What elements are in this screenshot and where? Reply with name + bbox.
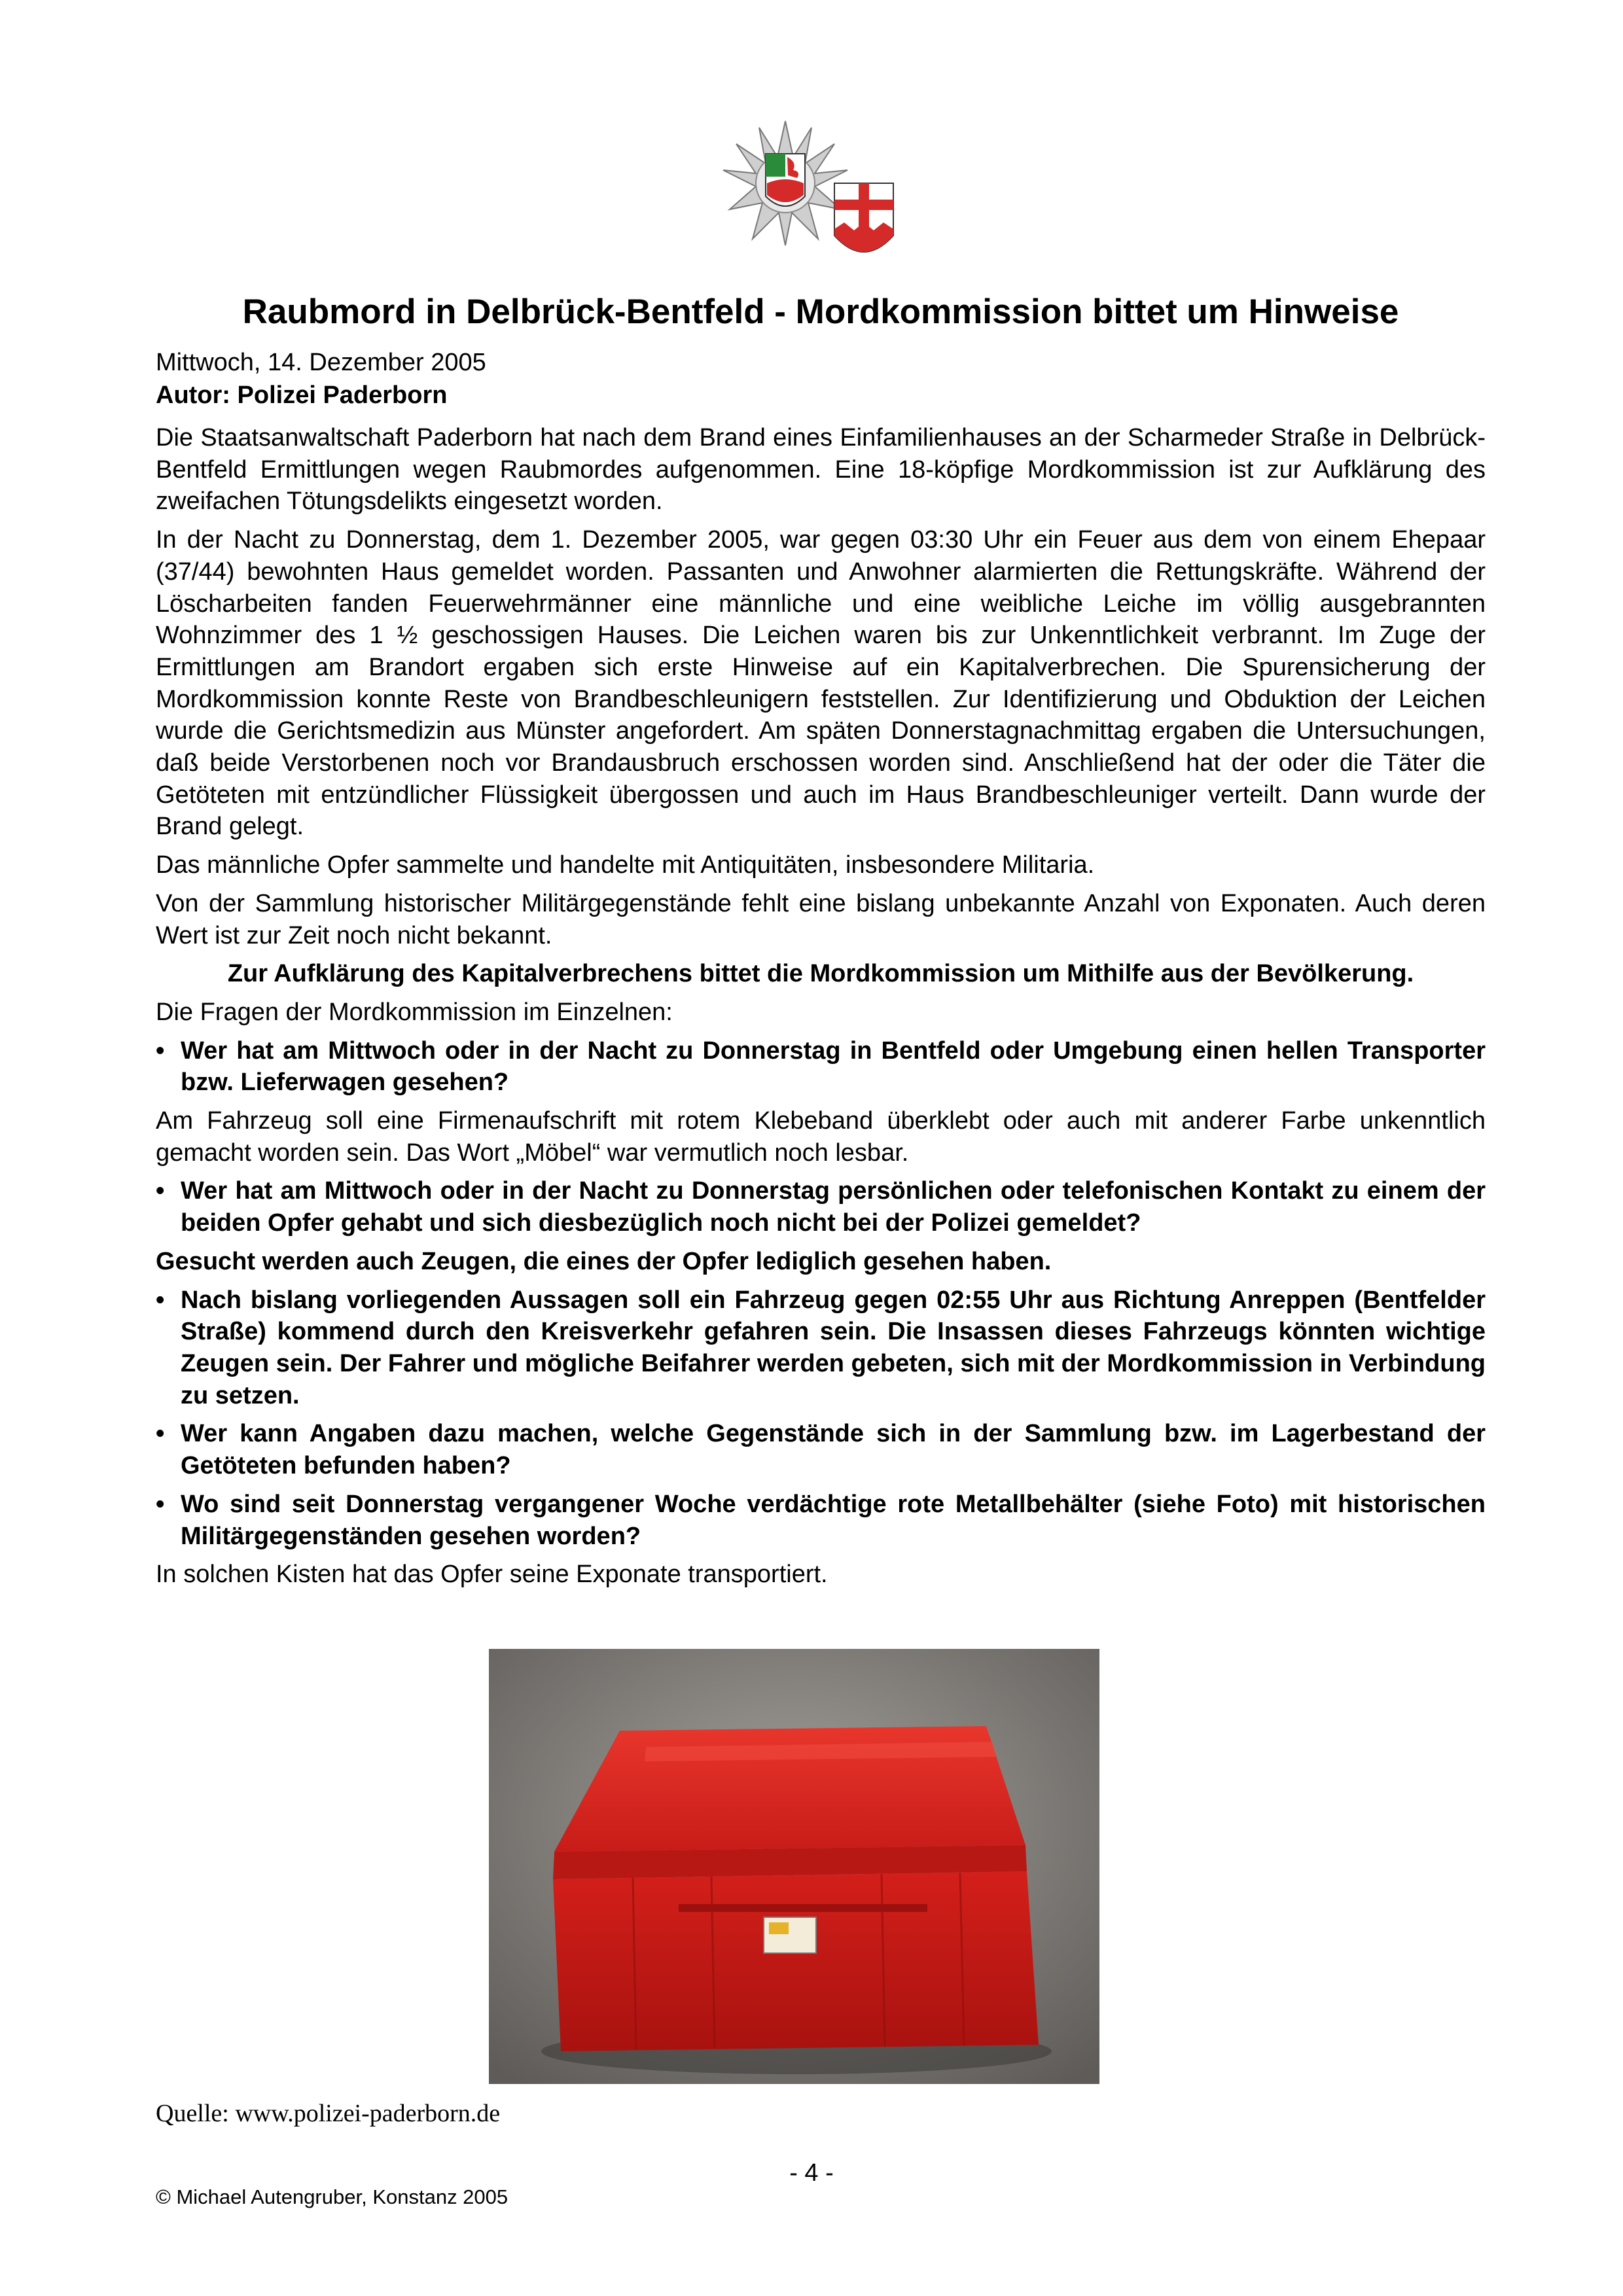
- page-number: - 4 -: [789, 2159, 834, 2187]
- copyright-line: © Michael Autengruber, Konstanz 2005: [156, 2185, 508, 2208]
- paragraph: Die Staatsanwaltschaft Paderborn hat nach dem Brand eines Einfamilienhauses an der Scharmeder Straße in Delbrück-Bentfeld Ermittlungen wegen Raubmordes aufgenommen. Eine 18-köpfige Mordkommission ist zur Aufklärung des zweifachen Tötungsdelikts eingesetzt worden.: [156, 424, 1486, 516]
- bullet-icon: •: [156, 1420, 165, 1448]
- paderborn-district-coat-of-arms-icon: [834, 183, 893, 252]
- question-item: [156, 1175, 1486, 1239]
- question-item: [156, 1418, 1486, 1481]
- header-logo: [720, 118, 916, 288]
- bullet-icon: •: [156, 1286, 165, 1314]
- question-item: [156, 1284, 1486, 1412]
- bullet-icon: •: [156, 1177, 165, 1205]
- chest-photo: [489, 1649, 1099, 2084]
- questions-intro: Die Fragen der Mordkommission im Einzelnen:: [156, 998, 673, 1026]
- vehicle-note: Am Fahrzeug soll eine Firmenaufschrift mit rotem Klebeband überklebt oder auch mit anderer Farbe unkenntlich gemacht worden sein. Das Wort „Möbel“ war vermutlich noch lesbar.: [156, 1107, 1486, 1167]
- article-date: Mittwoch, 14. Dezember 2005: [156, 349, 486, 376]
- closing-text: In solchen Kisten hat das Opfer seine Exponate transportiert.: [156, 1561, 828, 1589]
- question-item: [156, 1035, 1486, 1099]
- paragraph: Von der Sammlung historischer Militärgegenstände fehlt eine bislang unbekannte Anzahl von Exponaten. Auch deren Wert ist zur Zeit noch nicht bekannt.: [156, 889, 1486, 949]
- article-body: [156, 422, 1486, 1597]
- question-text: Wer hat am Mittwoch oder in der Nacht zu Donnerstag persönlichen oder telefonischen Kontakt zu einem der beiden Opfer gehabt und sich diesbezüglich noch nicht bei der Polizei gemeldet?: [181, 1177, 1486, 1237]
- appeal-text: Zur Aufklärung des Kapitalverbrechens bittet die Mordkommission um Mithilfe aus der Bevölkerung.: [227, 960, 1414, 988]
- source-line: Quelle: www.polizei-paderborn.de: [156, 2100, 501, 2127]
- article-author: Autor: Polizei Paderborn: [156, 381, 448, 409]
- nrw-coat-of-arms-icon: [766, 154, 805, 206]
- question-text: Nach bislang vorliegenden Aussagen soll ein Fahrzeug gegen 02:55 Uhr aus Richtung Anreppen (Bentfelder Straße) kommend durch den Kreisverkehr gefahren sein. Die Insassen dieses Fahrzeugs könnten wichtige Zeugen sein. Der Fahrer und mögliche Beifahrer werden gebeten, sich mit der Mordkommission in Verbindung zu setzen.: [181, 1286, 1486, 1409]
- bullet-icon: •: [156, 1036, 165, 1065]
- police-star-icon: [720, 118, 916, 288]
- article-title: Raubmord in Delbrück-Bentfeld - Mordkommission bittet um Hinweise: [242, 292, 1399, 331]
- question-text: Wo sind seit Donnerstag vergangener Woche verdächtige rote Metallbehälter (siehe Foto) mit historischen Militärgegenständen gesehen worden?: [181, 1490, 1486, 1550]
- question-item: [156, 1489, 1486, 1552]
- bullet-icon: •: [156, 1490, 165, 1518]
- paragraph: Das männliche Opfer sammelte und handelte mit Antiquitäten, insbesondere Militaria.: [156, 851, 1095, 879]
- question-text: Wer hat am Mittwoch oder in der Nacht zu Donnerstag in Bentfeld oder Umgebung einen hellen Transporter bzw. Lieferwagen gesehen?: [181, 1036, 1486, 1097]
- question-text: Wer kann Angaben dazu machen, welche Gegenstände sich in der Sammlung bzw. im Lagerbestand der Getöteten befunden haben?: [181, 1420, 1486, 1480]
- paragraph: In der Nacht zu Donnerstag, dem 1. Dezember 2005, war gegen 03:30 Uhr ein Feuer aus dem von einem Ehepaar (37/44) bewohnten Haus gemeldet worden. Passanten und Anwohner alarmierten die Rettungskräfte. Während der Löscharbeiten fanden Feuerwehrmänner eine männliche und eine weibliche Leiche im völlig ausgebrannten Wohnzimmer des 1 ½ geschossigen Hauses. Die Leichen waren bis zur Unkenntlichkeit verbrannt. Im Zuge der Ermittlungen am Brandort ergaben sich erste Hinweise auf ein Kapitalverbrechen. Die Spurensicherung der Mordkommission konnte Reste von Brandbeschleunigern feststellen. Zur Identifizierung und Obduktion der Leichen wurde die Gerichtsmedizin aus Münster angefordert. Am späten Donnerstagnachmittag ergaben die Untersuchungen, daß beide Verstorbenen noch vor Brandausbruch erschossen worden sind. Anschließend hat der oder die Täter die Getöteten mit entzündlicher Flüssigkeit übergossen und auch im Haus Brandbeschleuniger verteilt. Dann wurde der Brand gelegt.: [156, 526, 1486, 841]
- witness-note: Gesucht werden auch Zeugen, die eines der Opfer lediglich gesehen haben.: [156, 1247, 1052, 1275]
